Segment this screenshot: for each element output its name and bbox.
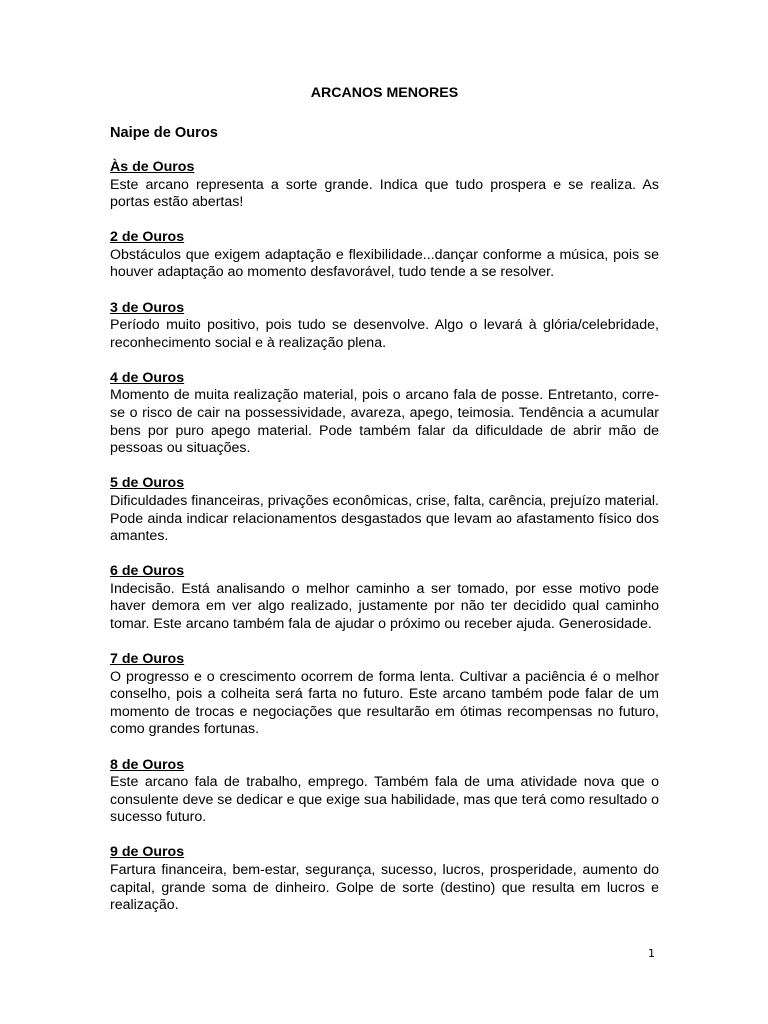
card-description: Este arcano fala de trabalho, emprego. Também fala de uma atividade nova que o consulente deve se dedicar e que exige sua habilidade, mas que terá como resultado o sucesso futuro. bbox=[110, 774, 659, 826]
card-entry bbox=[110, 300, 659, 353]
card-entry bbox=[110, 475, 659, 545]
card-entry bbox=[110, 370, 659, 458]
suit-heading: Naipe de Ouros bbox=[110, 125, 218, 141]
card-name: 4 de Ouros bbox=[110, 369, 185, 386]
document-title: ARCANOS MENORES bbox=[310, 85, 459, 101]
card-name: Às de Ouros bbox=[110, 159, 195, 175]
card-list bbox=[110, 159, 659, 915]
card-name: 3 de Ouros bbox=[110, 299, 185, 316]
card-description: Indecisão. Está analisando o melhor caminho a ser tomado, por esse motivo pode haver demora em ver algo realizado, justamente por não ter decidido qual caminho tomar. Este arcano também fala de ajudar o próximo ou receber ajuda. Generosidade. bbox=[110, 580, 659, 632]
card-entry bbox=[110, 651, 659, 739]
card-name: 6 de Ouros bbox=[110, 563, 185, 580]
card-name: 8 de Ouros bbox=[110, 756, 185, 773]
document-page bbox=[110, 84, 659, 932]
card-description: Este arcano representa a sorte grande. Indica que tudo prospera e se realiza. As portas estão abertas! bbox=[110, 176, 659, 211]
card-name: 2 de Ouros bbox=[110, 229, 185, 246]
card-description: Momento de muita realização material, pois o arcano fala de posse. Entretanto, corre-se o risco de cair na possessividade, avareza, apego, teimosia. Tendência a acumular bens por puro apego material. Pode também falar da dificuldade de abrir mão de pessoas ou situações. bbox=[110, 387, 659, 457]
card-entry bbox=[110, 844, 659, 914]
card-entry bbox=[110, 563, 659, 633]
card-name: 5 de Ouros bbox=[110, 475, 185, 492]
card-description: Obstáculos que exigem adaptação e flexibilidade...dançar conforme a música, pois se houver adaptação ao momento desfavorável, tudo tende a se resolver. bbox=[110, 246, 659, 281]
card-entry bbox=[110, 159, 659, 212]
card-entry bbox=[110, 757, 659, 827]
card-name: 9 de Ouros bbox=[110, 844, 185, 861]
card-description: Dificuldades financeiras, privações econômicas, crise, falta, carência, prejuízo material. Pode ainda indicar relacionamentos desgastados que levam ao afastamento físico dos amantes. bbox=[110, 492, 659, 545]
page-number: 1 bbox=[648, 947, 655, 960]
card-description: Fartura financeira, bem-estar, segurança, sucesso, lucros, prosperidade, aumento do capital, grande soma de dinheiro. Golpe de sorte (destino) que resulta em lucros e realização. bbox=[110, 862, 659, 914]
card-description: O progresso e o crescimento ocorrem de forma lenta. Cultivar a paciência é o melhor conselho, pois a colheita será farta no futuro. Este arcano também pode falar de um momento de trocas e negociações que resultarão em ótimas recompensas no futuro, como grandes fortunas. bbox=[110, 668, 659, 738]
card-name: 7 de Ouros bbox=[110, 651, 185, 668]
card-entry bbox=[110, 229, 659, 282]
card-description: Período muito positivo, pois tudo se desenvolve. Algo o levará à glória/celebridade, reconhecimento social e à realização plena. bbox=[110, 317, 659, 351]
